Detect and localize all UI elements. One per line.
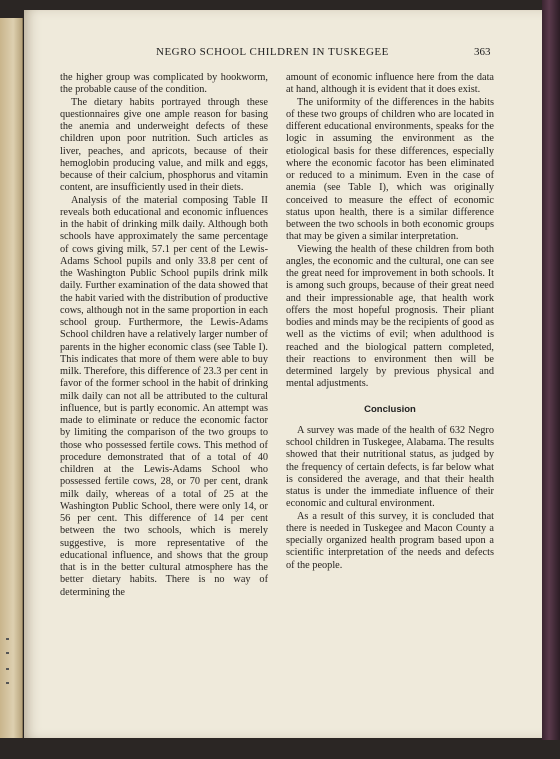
right-column xyxy=(286,72,494,572)
book-page xyxy=(24,10,542,738)
facing-page-marks xyxy=(6,638,12,698)
running-head-title: NEGRO SCHOOL CHILDREN IN TUSKEGEE xyxy=(156,46,389,58)
page-number: 363 xyxy=(474,46,491,58)
paragraph: A survey was made of the health of 632 Negro school children in Tuskegee, Alabama. The results showed that their nutritional status, as judged by the frequency of certain defects, is far below what is considered the average, and that their health status is under the immediate influence of their economic and cultural environment. xyxy=(286,424,494,510)
paragraph: the higher group was complicated by hookworm, the probable cause of the condition. xyxy=(60,72,268,96)
running-head xyxy=(24,46,542,60)
paragraph: Analysis of the material composing Table II reveals both educational and economic influences in the habit of drinking milk daily. Although both schools have approximately the same percentage of cows giving milk, 57.1 per cent of the Lewis-Adams School pupils and only 33.8 per cent of the Washington Public School pupils drink milk daily. Further examination of the data showed that the habit varied with the distribution of productive cows, although not in the same proportion in each school group. Furthermore, the Lewis-Adams School children have a relatively larger number of parents in the higher economic class (see Table I). This indicates that more of them were able to buy milk. Therefore, this difference of 23.3 per cent in favor of the former school in the habit of drinking milk daily can not all be attributed to the cultural influence, but is partly economic. An attempt was made to eliminate or reduce the economic factor by limiting the comparison of the two groups to those who possessed fertile cows. This method of procedure demonstrated that of a total of 40 children at the Lewis-Adams School who possessed fertile cows, 28, or 70 per cent, drank milk daily, whereas of a total of 25 at the Washington Public School, there were only 14, or 56 per cent. This difference of 14 per cent between the two schools, which is merely suggestive, is more representative of the educational influence, and shows that the group that is in the better cultural atmosphere has the better dietary habits. There is no way of determining the xyxy=(60,194,268,598)
section-heading-conclusion: Conclusion xyxy=(364,403,416,415)
paragraph: The uniformity of the differences in the habits of these two groups of children who are located in different educational environments, speaks for the logic in assuming the environment as the etiological basis for these differences, especially where the economic facotor has been eliminated or reduced to a minimum. Even in the case of anemia (see Table I), which was originally conceived to measure the effect of economic status upon health, there is a similar difference between the two schools in both economic groups that may be given a similar interpretation. xyxy=(286,96,494,243)
facing-page-edge xyxy=(0,18,23,738)
left-column xyxy=(60,72,268,599)
paragraph: The dietary habits portrayed through these questionnaires give one ample reason for basing the anemia and underweight defects of these children upon poor nutrition. Such articles as liver, peaches, and apricots, because of their hemoglobin producing value, and milk and eggs, because of their calcium, phosphorus and vitamin content, are insufficiently used in their diets. xyxy=(60,96,268,194)
paragraph: Viewing the health of these children from both angles, the economic and the cultural, one can see the great need for improvement in both schools. It is among such groups, because of their great need and their impressionable age, that health work offers the most hopeful prognosis. Their pliant bodies and minds may be the recipients of good as well as the victims of evil; when adulthood is reached and the biological pattern completed, their reactions to environment then will be determined largely by previous physical and mental adjustments. xyxy=(286,243,494,390)
book-cover-edge xyxy=(542,0,560,740)
paragraph: amount of economic influence here from the data at hand, although it is evident that it does exist. xyxy=(286,72,494,96)
paragraph: As a result of this survey, it is concluded that there is needed in Tuskegee and Macon County a specially organized health program based upon a scientific interpretation of the needs and defects of the people. xyxy=(286,510,494,571)
